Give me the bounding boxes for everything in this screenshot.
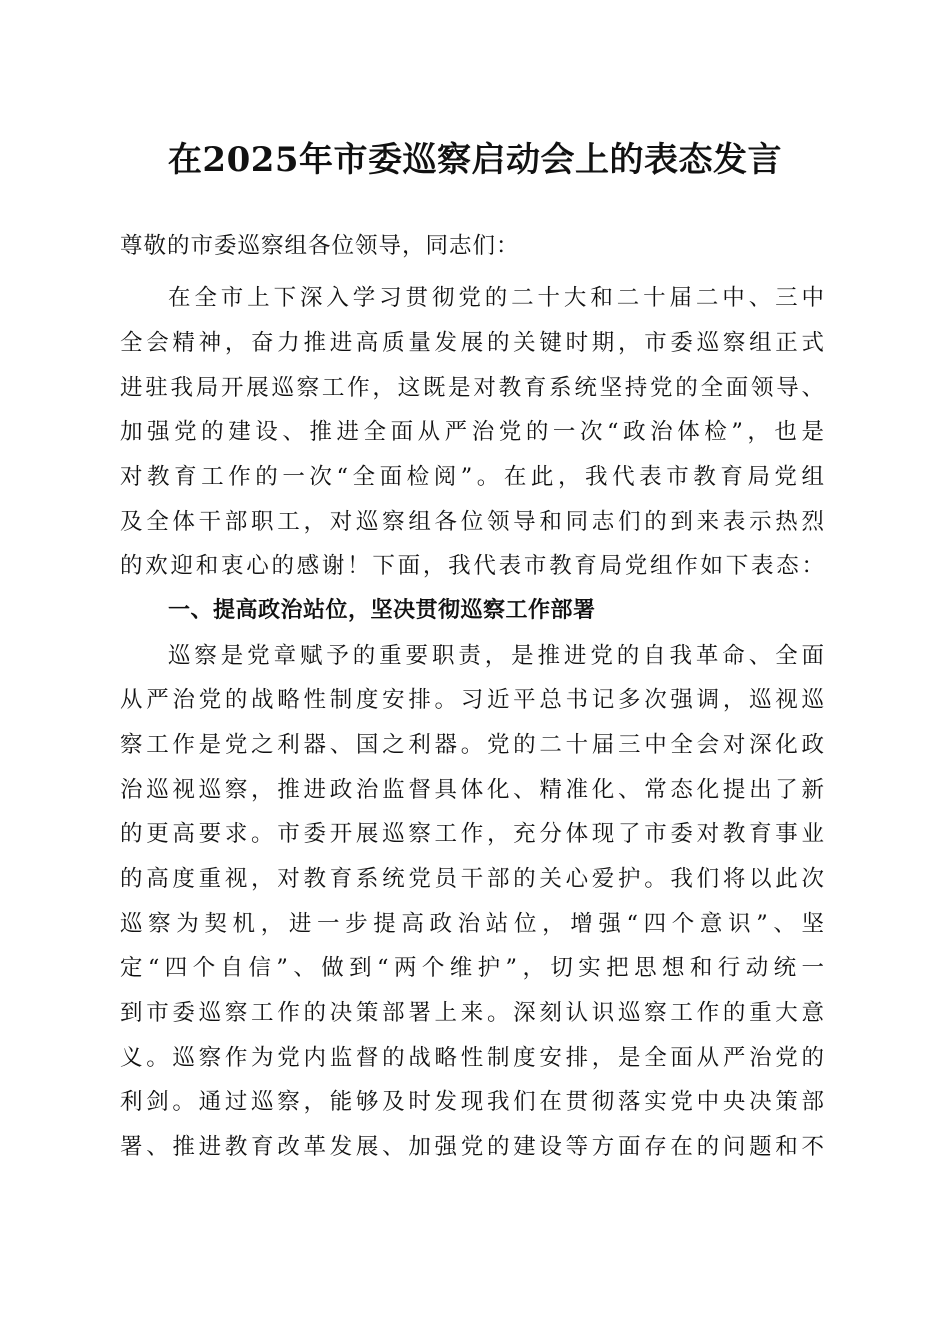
paragraph-2-line-9: 到市委巡察工作的决策部署上来。深刻认识巡察工作的重大意 — [120, 1000, 824, 1026]
greeting: 尊敬的市委巡察组各位领导，同志们： — [120, 233, 520, 259]
paragraph-2-line-8: 定“四个自信”、做到“两个维护”，切实把思想和行动统一 — [120, 955, 824, 981]
paragraph-2-line-1: 巡察是党章赋予的重要职责，是推进党的自我革命、全面 — [168, 643, 824, 669]
paragraph-1-line-3: 进驻我局开展巡察工作，这既是对教育系统坚持党的全面领导、 — [120, 375, 824, 401]
document-title: 在2025年市委巡察启动会上的表态发言 — [167, 140, 783, 180]
paragraph-2-line-4: 治巡视巡察，推进政治监督具体化、精准化、常态化提出了新 — [120, 777, 824, 803]
section-heading-1: 一、提高政治站位，坚决贯彻巡察工作部署 — [168, 598, 596, 623]
paragraph-1-line-1: 在全市上下深入学习贯彻党的二十大和二十届二中、三中 — [168, 285, 824, 311]
paragraph-1-line-2: 全会精神，奋力推进高质量发展的关键时期，市委巡察组正式 — [120, 330, 824, 356]
paragraph-2-line-2: 从严治党的战略性制度安排。习近平总书记多次强调，巡视巡 — [120, 687, 824, 713]
paragraph-2-line-5: 的更高要求。市委开展巡察工作，充分体现了市委对教育事业 — [120, 821, 824, 847]
paragraph-1-line-5: 对教育工作的一次“全面检阅”。在此，我代表市教育局党组 — [120, 464, 824, 490]
paragraph-2-line-10: 义。巡察作为党内监督的战略性制度安排，是全面从严治党的 — [120, 1045, 824, 1071]
paragraph-2-line-7: 巡察为契机，进一步提高政治站位，增强“四个意识”、坚 — [120, 911, 824, 937]
paragraph-2-line-11: 利剑。通过巡察，能够及时发现我们在贯彻落实党中央决策部 — [120, 1089, 824, 1115]
paragraph-2-line-12: 署、推进教育改革发展、加强党的建设等方面存在的问题和不 — [120, 1134, 824, 1160]
paragraph-2-line-6: 的高度重视，对教育系统党员干部的关心爱护。我们将以此次 — [120, 866, 824, 892]
paragraph-1-line-4: 加强党的建设、推进全面从严治党的一次“政治体检”，也是 — [120, 419, 824, 445]
paragraph-2-line-3: 察工作是党之利器、国之利器。党的二十届三中全会对深化政 — [120, 732, 824, 758]
paragraph-1-line-6: 及全体干部职工，对巡察组各位领导和同志们的到来表示热烈 — [120, 509, 824, 535]
paragraph-1-line-7: 的欢迎和衷心的感谢！下面，我代表市教育局党组作如下表态： — [120, 553, 824, 579]
